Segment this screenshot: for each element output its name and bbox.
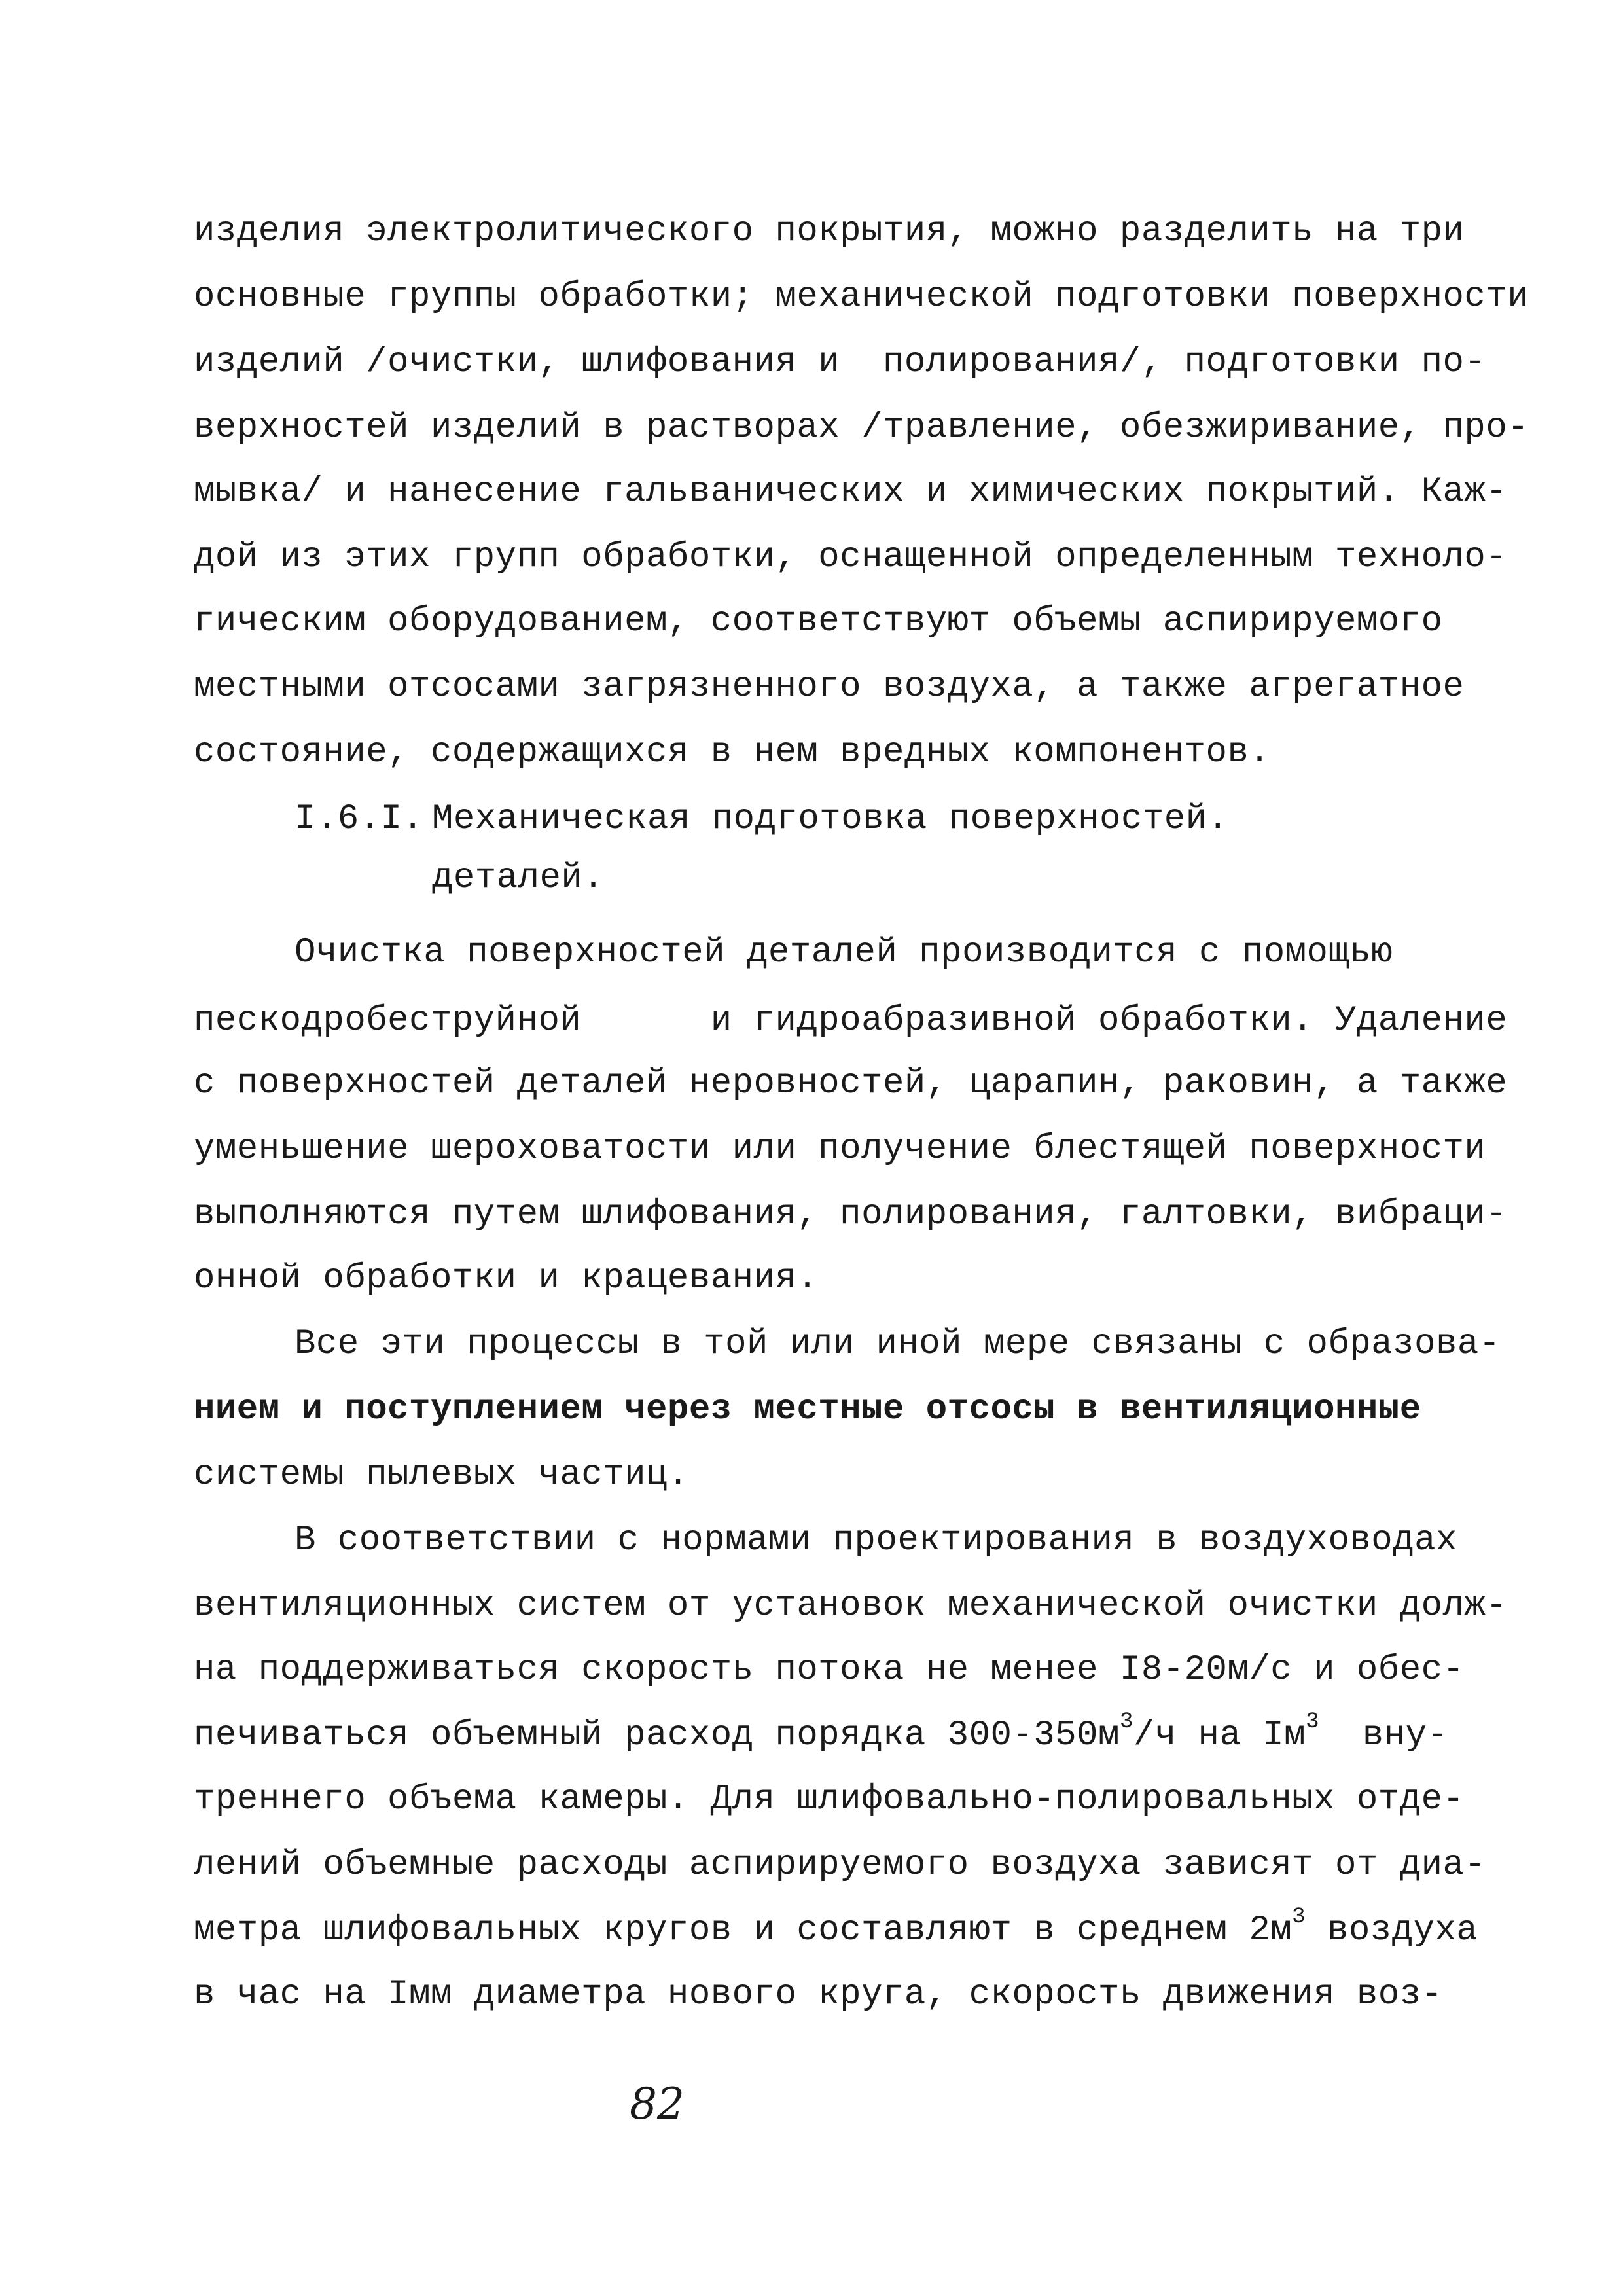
superscript: 3 bbox=[1119, 1710, 1133, 1734]
text-line: Все эти процессы в той или иной мере связаны с образова- bbox=[294, 1324, 1501, 1364]
section-title-continued: деталей. bbox=[432, 858, 605, 898]
text-segment: печиваться объемный расход порядка 300-350м bbox=[194, 1715, 1120, 1755]
text-line: В соответствии с нормами проектирования в воздуховодах bbox=[294, 1520, 1457, 1560]
text-segment: вну- bbox=[1319, 1715, 1449, 1755]
text-line: дой из этих групп обработки, оснащенной определенным техноло- bbox=[194, 537, 1508, 577]
text-line: мывка/ и нанесение гальванических и химических покрытий. Каж- bbox=[194, 472, 1508, 512]
section-title: Механическая подготовка поверхностей. bbox=[432, 799, 1229, 839]
text-line: гическим оборудованием, соответствуют объемы аспирируемого bbox=[194, 601, 1443, 641]
text-line: пескодробеструйной и гидроабразивной обработки. Удаление bbox=[194, 1001, 1508, 1041]
text-line: онной обработки и крацевания. bbox=[194, 1259, 819, 1299]
text-line: основные группы обработки; механической подготовки поверхности bbox=[194, 277, 1529, 317]
text-segment: метра шлифовальных кругов и составляют в среднем 2м bbox=[194, 1910, 1293, 1950]
text-line: уменьшение шероховатости или получение блестящей поверхности bbox=[194, 1129, 1486, 1169]
text-line: состояние, содержащихся в нем вредных компонентов. bbox=[194, 732, 1271, 772]
text-line: вентиляционных систем от установок механической очистки долж- bbox=[194, 1586, 1508, 1626]
text-line: на поддерживаться скорость потока не менее I8-20м/с и обес- bbox=[194, 1650, 1465, 1690]
text-line: изделий /очистки, шлифования и полирования/, подготовки по- bbox=[194, 342, 1486, 382]
text-line: системы пылевых частиц. bbox=[194, 1455, 689, 1495]
text-segment: воздуха bbox=[1306, 1910, 1478, 1950]
text-line: нием и поступлением через местные отсосы в вентиляционные bbox=[194, 1390, 1421, 1429]
page-number: 82 bbox=[630, 2079, 685, 2129]
superscript: 3 bbox=[1306, 1710, 1319, 1734]
text-line: верхностей изделий в растворах /травление, обезжиривание, про- bbox=[194, 408, 1529, 448]
section-number: I.6.I. bbox=[294, 799, 424, 839]
text-line: местными отсосами загрязненного воздуха, а также агрегатное bbox=[194, 667, 1465, 707]
text-line: лений объемные расходы аспирируемого воздуха зависят от диа- bbox=[194, 1845, 1486, 1885]
text-line: в час на Iмм диаметра нового круга, скорость движения воз- bbox=[194, 1975, 1443, 2015]
text-segment: /ч на Iм bbox=[1133, 1715, 1306, 1755]
text-line-with-units bbox=[194, 1905, 1478, 1954]
superscript: 3 bbox=[1292, 1905, 1306, 1929]
text-line: с поверхностей деталей неровностей, царапин, раковин, а также bbox=[194, 1064, 1508, 1103]
text-line: изделия электролитического покрытия, можно разделить на три bbox=[194, 211, 1465, 251]
text-line: выполняются путем шлифования, полирования, галтовки, вибраци- bbox=[194, 1194, 1508, 1234]
text-line: Очистка поверхностей деталей производится с помощью bbox=[294, 933, 1393, 973]
text-line: треннего объема камеры. Для шлифовально-полировальных отде- bbox=[194, 1780, 1465, 1820]
text-line-with-units bbox=[194, 1710, 1449, 1759]
